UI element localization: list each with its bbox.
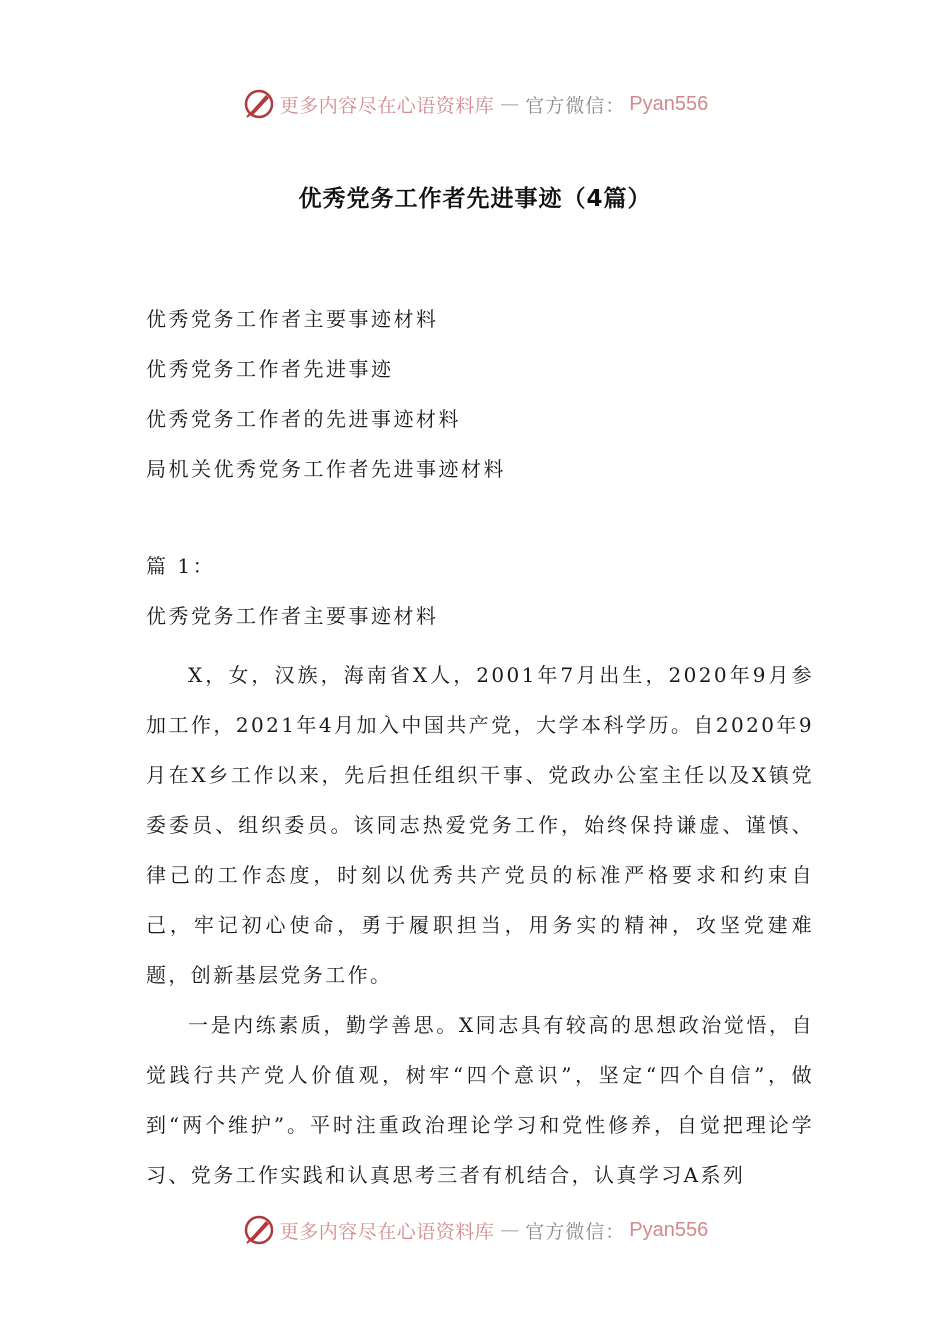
- watermark-separator: —: [500, 93, 520, 115]
- watermark-separator: —: [500, 1219, 520, 1241]
- watermark-text: 更多内容尽在心语资料库: [279, 94, 495, 117]
- section-1: [146, 550, 814, 1200]
- quill-logo-icon: [242, 87, 276, 121]
- toc-item: 优秀党务工作者先进事迹: [146, 357, 394, 381]
- table-of-contents: [146, 303, 506, 503]
- watermark-label: 官方微信：: [525, 1220, 626, 1243]
- watermark-footer: [0, 1210, 950, 1250]
- toc-item: 局机关优秀党务工作者先进事迹材料: [146, 457, 506, 481]
- watermark-header: [0, 84, 950, 124]
- section-title: 优秀党务工作者主要事迹材料: [146, 604, 439, 628]
- watermark-label: 官方微信：: [525, 94, 626, 117]
- watermark-text: 更多内容尽在心语资料库: [279, 1220, 495, 1243]
- toc-item: 优秀党务工作者主要事迹材料: [146, 307, 439, 331]
- toc-item: 优秀党务工作者的先进事迹材料: [146, 407, 461, 431]
- watermark-id: Pyan556: [629, 1218, 709, 1241]
- body-paragraph: X，女，汉族，海南省X人，2001年7月出生，2020年9月参加工作，2021年4月加入中国共产党，大学本科学历。自2020年9月在X乡工作以来，先后担任组织干事、党政办公室主任以及X镇党委委员、组织委员。该同志热爱党务工作，始终保持谦虚、谨慎、律己的工作态度，时刻以优秀共产党员的标准严格要求和约束自己，牢记初心使命，勇于履职担当，用务实的精神，攻坚党建难题，创新基层党务工作。: [146, 663, 814, 987]
- watermark-id: Pyan556: [629, 92, 709, 115]
- document-title: 优秀党务工作者先进事迹（4篇）: [298, 186, 652, 212]
- section-label: 篇 1：: [146, 554, 216, 578]
- quill-logo-icon: [242, 1213, 276, 1247]
- body-paragraph: 一是内练素质，勤学善思。X同志具有较高的思想政治觉悟，自觉践行共产党人价值观，树牢“四个意识”，坚定“四个自信”，做到“两个维护”。平时注重政治理论学习和党性修养，自觉把理论学习、党务工作实践和认真思考三者有机结合，认真学习A系列: [146, 1013, 814, 1187]
